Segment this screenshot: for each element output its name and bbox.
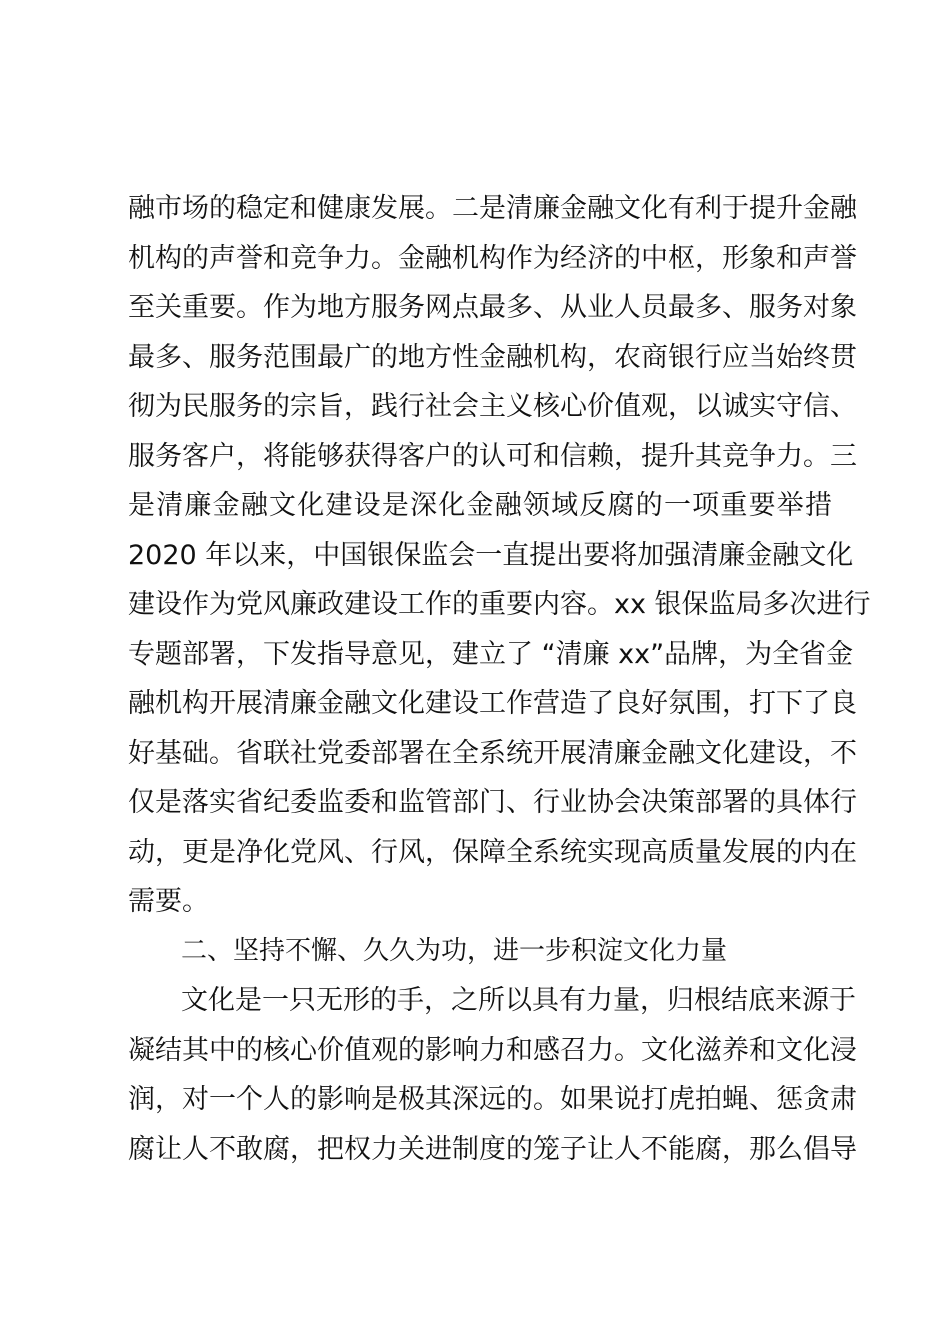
body-line: 动，更是净化党风、行风，保障全系统实现高质量发展的内在 [128,836,857,868]
body-line: 需要。 [128,886,209,917]
body-line: 文化是一只无形的手，之所以具有力量，归根结底来源于 [181,985,856,1016]
body-line: 最多、服务范围最广的地方性金融机构，农商银行应当始终贯 [128,341,857,373]
body-line: 腐让人不敢腐，把权力关进制度的笼子让人不能腐，那么倡导 [128,1133,857,1165]
document-body [128,184,871,1174]
body-line: 彻为民服务的宗旨，践行社会主义核心价值观，以诚实守信、 [128,391,857,422]
body-line: 至关重要。作为地方服务网点最多、从业人员最多、服务对象 [128,292,857,323]
body-line: 好基础。省联社党委部署在全系统开展清廉金融文化建设，不 [128,737,857,769]
body-line: 润，对一个人的影响是极其深远的。如果说打虎拍蝇、惩贪肃 [128,1084,857,1115]
body-line: 机构的声誉和竞争力。金融机构作为经济的中枢，形象和声誉 [128,242,857,274]
body-line: 2020 年以来，中国银保监会一直提出要将加强清廉金融文化 [128,539,854,571]
body-line: 是清廉金融文化建设是深化金融领域反腐的一项重要举措 [128,490,832,521]
body-line: 融市场的稳定和健康发展。二是清廉金融文化有利于提升金融 [128,193,857,224]
body-line: 建设作为党风廉政建设工作的重要内容。xx 银保监局多次进行 [128,589,871,620]
body-line: 仅是落实省纪委监委和监管部门、行业协会决策部署的具体行 [128,787,857,818]
body-line: 凝结其中的核心价值观的影响力和感召力。文化滋养和文化浸 [128,1034,857,1066]
body-line: 服务客户，将能够获得客户的认可和信赖，提升其竞争力。三 [128,440,857,472]
body-line: 融机构开展清廉金融文化建设工作营造了良好氛围，打下了良 [128,688,857,719]
body-line: 专题部署，下发指导意见，建立了 “清廉 xx”品牌，为全省金 [128,638,854,670]
section-heading: 二、坚持不懈、久久为功，进一步积淀文化力量 [181,935,728,966]
